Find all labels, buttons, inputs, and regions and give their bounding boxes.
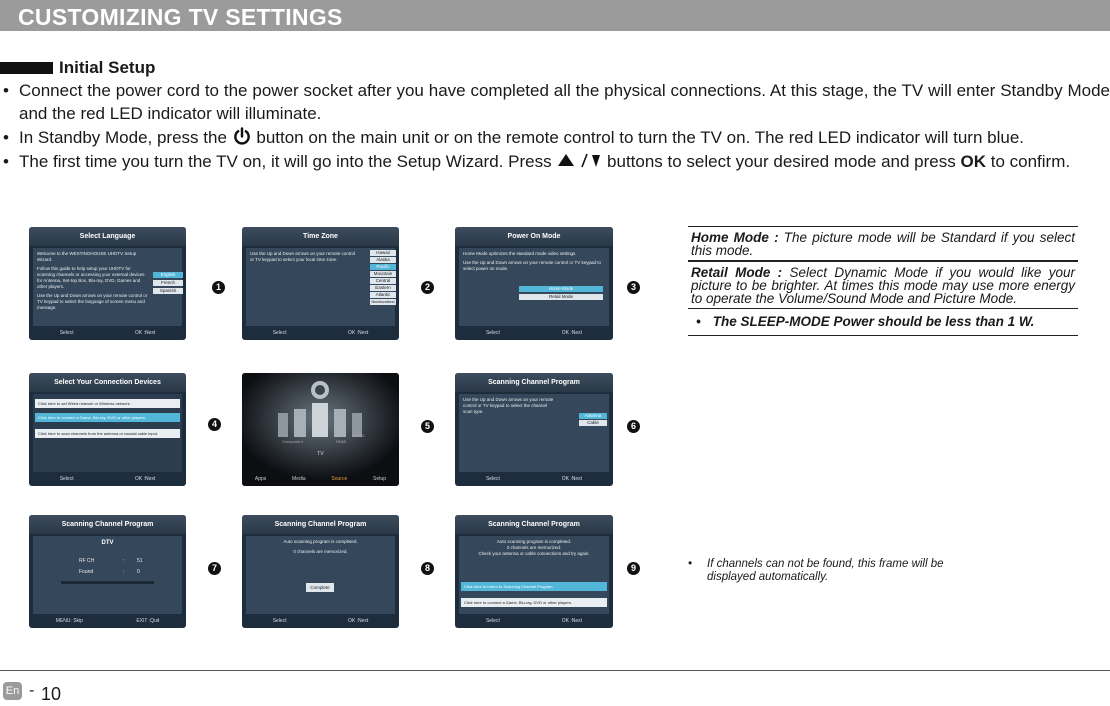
timezone-option[interactable]: Hawaii bbox=[370, 250, 396, 256]
screen-body bbox=[33, 536, 182, 614]
screen-footer bbox=[455, 472, 613, 486]
screen-body bbox=[246, 536, 395, 614]
screen-hint: OK :Next bbox=[134, 476, 156, 482]
step-number: 1 bbox=[212, 281, 225, 294]
screen-footer bbox=[242, 326, 399, 340]
language-option[interactable]: French bbox=[153, 280, 183, 286]
screen-footer bbox=[29, 472, 186, 486]
screen-text: 0 channels are memorized. bbox=[506, 545, 562, 550]
source-graphic bbox=[242, 373, 399, 486]
mode-row bbox=[688, 260, 1078, 308]
page-number: 10 bbox=[41, 684, 62, 704]
note bbox=[688, 558, 988, 584]
instruction-text: buttons to select your desired mode and press bbox=[607, 151, 956, 171]
step-number: 4 bbox=[208, 418, 221, 431]
screen-text: Welcome to the WESTINGHOUSE UHDTV Setup Wizard. bbox=[37, 251, 137, 262]
page-dash: - bbox=[29, 682, 35, 699]
screen-body bbox=[459, 394, 609, 472]
power-mode-option[interactable]: Home Mode bbox=[519, 286, 603, 292]
up-down-arrows-icon bbox=[556, 153, 602, 168]
menu-item-apps[interactable]: Apps bbox=[254, 476, 267, 482]
screen-text: Use the Up and Down arrows on your remote control or TV keypad to select power on mode. bbox=[463, 260, 601, 271]
timezone-option[interactable]: Mountain bbox=[370, 271, 396, 277]
screen-hint: Select bbox=[59, 330, 74, 336]
screen-text: Follow this guide to help setup your UHDTV for scanning channels or accessing your external devices for Antenna, Set-top Box, Blu-ray, DVD, Games and other players. bbox=[37, 266, 145, 289]
instruction-text: Connect the power cord to the power socket after you have completed all the physical connections. At this stage, the TV will enter Standby Mode and the red LED indicator will illuminate. bbox=[19, 81, 1110, 123]
screen-connection-devices bbox=[29, 373, 186, 486]
instruction-text: to confirm. bbox=[990, 151, 1071, 171]
step-number: 6 bbox=[627, 420, 640, 433]
rf-separator: : bbox=[123, 558, 125, 564]
screen-text: Auto scanning program is completed. bbox=[283, 539, 358, 544]
menu-item-media[interactable]: Media bbox=[292, 476, 306, 482]
timezone-option[interactable]: Eastern bbox=[370, 285, 396, 291]
connection-option[interactable]: Click here to connect a Game, Blu-ray, DVD or other players. bbox=[35, 413, 180, 422]
screen-hint: Select bbox=[485, 476, 500, 482]
instruction-item bbox=[0, 80, 1110, 125]
source-label: HDMI2 bbox=[352, 433, 365, 438]
step-number: 3 bbox=[627, 281, 640, 294]
mode-row bbox=[688, 226, 1078, 260]
mode-table bbox=[688, 226, 1078, 336]
screen-hint: Select bbox=[485, 618, 500, 624]
screen-hint: EXIT :Quit bbox=[136, 618, 160, 624]
screen-title: Select Language bbox=[29, 227, 186, 246]
bullet-dot: • bbox=[3, 127, 9, 147]
timezone-option[interactable]: Central bbox=[370, 278, 396, 284]
note-text: If channels can not be found, this frame will be displayed automatically. bbox=[707, 558, 944, 583]
screen-footer bbox=[455, 326, 613, 340]
screen-text: Home Mode optimizes the standard mode video settings. bbox=[463, 251, 577, 256]
footer-divider bbox=[0, 670, 1110, 671]
screen-hint: OK :Next bbox=[561, 330, 583, 336]
step-number: 5 bbox=[421, 420, 434, 433]
instruction-list bbox=[0, 80, 1110, 175]
screen-text: Check your antenna or cable connections and try again. bbox=[478, 551, 590, 556]
menu-item-source[interactable]: Source bbox=[331, 476, 348, 482]
instruction-item bbox=[0, 151, 1110, 174]
bullet-dot: • bbox=[688, 558, 693, 570]
screen-title: Select Your Connection Devices bbox=[29, 373, 186, 392]
screen-hint: OK :Next bbox=[134, 330, 156, 336]
mode-text: Select Dynamic Mode if you would like your picture to be brighter. At times this mode may use more energy to operate the Volume/Sound Mode and Picture Mode. bbox=[691, 265, 1075, 306]
no-channel-option[interactable]: Click here to connect a Game, Blu-ray, DVD or other players. bbox=[461, 598, 607, 607]
bullet-dot: • bbox=[696, 314, 701, 329]
rf-channel-label: RF CH bbox=[79, 558, 95, 564]
source-label: HDMI bbox=[336, 439, 347, 444]
section-heading bbox=[0, 58, 155, 78]
screen-select-language bbox=[29, 227, 186, 340]
timezone-option[interactable]: Atlantic bbox=[370, 292, 396, 298]
screen-title: Scanning Channel Program bbox=[455, 373, 613, 392]
mode-label: Retail Mode : bbox=[691, 265, 783, 280]
screen-scan-type bbox=[455, 373, 613, 486]
language-badge: En bbox=[3, 682, 22, 700]
screen-hint: Select bbox=[272, 618, 287, 624]
rf-channel-value: 51 bbox=[137, 558, 143, 564]
mode-text: The picture mode will be Standard if you select this mode. bbox=[691, 230, 1075, 258]
screen-body bbox=[459, 536, 609, 614]
scan-progress-bar bbox=[61, 581, 154, 584]
step-number: 2 bbox=[421, 281, 434, 294]
found-label: Found bbox=[79, 569, 94, 575]
screen-body bbox=[33, 394, 182, 472]
section-title: Initial Setup bbox=[59, 58, 156, 77]
step-number: 7 bbox=[208, 562, 221, 575]
language-option[interactable]: English bbox=[153, 272, 183, 278]
step-number: 9 bbox=[627, 562, 640, 575]
scan-heading: DTV bbox=[101, 540, 114, 546]
instruction-text: In Standby Mode, press the bbox=[19, 127, 227, 147]
screen-no-channels bbox=[455, 515, 613, 628]
screen-source-menu bbox=[242, 373, 399, 486]
screen-text: Auto scanning program is completed. bbox=[496, 539, 572, 544]
screen-footer bbox=[29, 614, 186, 628]
screen-scan-progress bbox=[29, 515, 186, 628]
screen-title: Scanning Channel Program bbox=[29, 515, 186, 534]
mode-row bbox=[688, 308, 1078, 336]
mode-label: Home Mode : bbox=[691, 230, 779, 245]
screen-body bbox=[33, 248, 182, 326]
scan-type-option[interactable]: Antenna bbox=[579, 413, 607, 419]
screen-title: Power On Mode bbox=[455, 227, 613, 246]
ok-key: OK bbox=[960, 151, 986, 171]
found-value: 0 bbox=[137, 569, 140, 575]
screen-title: Time Zone bbox=[242, 227, 399, 246]
connection-option[interactable]: Click here to scan channels from the antenna or coaxial cable input. bbox=[35, 429, 180, 438]
screen-text: Use the Up and Down arrows on your remote control or TV keypad to select the language of screen menu and message. bbox=[37, 293, 148, 310]
connection-option[interactable]: Click here to set Wired network or Wireless network. bbox=[35, 399, 180, 408]
screen-text: 0 channels are memorized. bbox=[293, 549, 348, 554]
screen-body bbox=[459, 248, 609, 326]
screen-title: Scanning Channel Program bbox=[455, 515, 613, 534]
power-icon bbox=[232, 127, 252, 146]
screen-hint: Select bbox=[485, 330, 500, 336]
complete-button[interactable]: Complete bbox=[306, 583, 334, 592]
language-option[interactable]: Spanish bbox=[153, 288, 183, 294]
screen-scan-complete bbox=[242, 515, 399, 628]
instruction-item bbox=[0, 127, 1110, 150]
mode-text: The SLEEP-MODE Power should be less than 1 W. bbox=[712, 314, 1035, 329]
screen-time-zone bbox=[242, 227, 399, 340]
timezone-option[interactable]: Alaska bbox=[370, 257, 396, 263]
page-title: CUSTOMIZING TV SETTINGS bbox=[18, 4, 343, 30]
screen-footer bbox=[455, 614, 613, 628]
power-mode-option[interactable]: Retail Mode bbox=[519, 294, 603, 300]
source-label: Component bbox=[282, 439, 303, 444]
source-label-tv: TV bbox=[317, 451, 324, 457]
screen-hint: Select bbox=[59, 476, 74, 482]
screen-body bbox=[246, 248, 395, 326]
no-channel-option[interactable]: Click here to return to Scanning Channel Program. bbox=[461, 582, 607, 591]
bullet-dot: • bbox=[3, 151, 9, 171]
timezone-option[interactable]: Newfoundland bbox=[371, 300, 395, 304]
scan-type-option[interactable]: Cable bbox=[579, 420, 607, 426]
screen-hint: OK :Next bbox=[561, 476, 583, 482]
timezone-option[interactable]: Pacific bbox=[370, 264, 396, 270]
section-marker bbox=[0, 62, 53, 74]
instruction-text: The first time you turn the TV on, it will go into the Setup Wizard. Press bbox=[19, 151, 552, 171]
screen-footer bbox=[29, 326, 186, 340]
screen-text: Use the Up and Down arrows on your remote control or TV keypad to select the channel scan type. bbox=[463, 397, 554, 414]
menu-item-setup[interactable]: Setup bbox=[373, 476, 387, 482]
screen-hint: MENU: Skip bbox=[55, 618, 83, 624]
screen-power-on-mode bbox=[455, 227, 613, 340]
source-menu-bar bbox=[242, 476, 399, 482]
screen-hint: OK :Next bbox=[347, 330, 369, 336]
screen-hint: Select bbox=[272, 330, 287, 336]
found-separator: : bbox=[123, 569, 125, 575]
screen-footer bbox=[242, 614, 399, 628]
screen-text: Use the Up and Down arrows on your remote control or TV keypad to select your local time zone. bbox=[250, 251, 356, 262]
screen-hint: OK :Next bbox=[561, 618, 583, 624]
screen-title: Scanning Channel Program bbox=[242, 515, 399, 534]
screen-hint: OK :Next bbox=[347, 618, 369, 624]
bullet-dot: • bbox=[3, 81, 9, 100]
instruction-text: button on the main unit or on the remote control to turn the TV on. The red LED indicator will turn blue. bbox=[256, 127, 1025, 147]
step-number: 8 bbox=[421, 562, 434, 575]
